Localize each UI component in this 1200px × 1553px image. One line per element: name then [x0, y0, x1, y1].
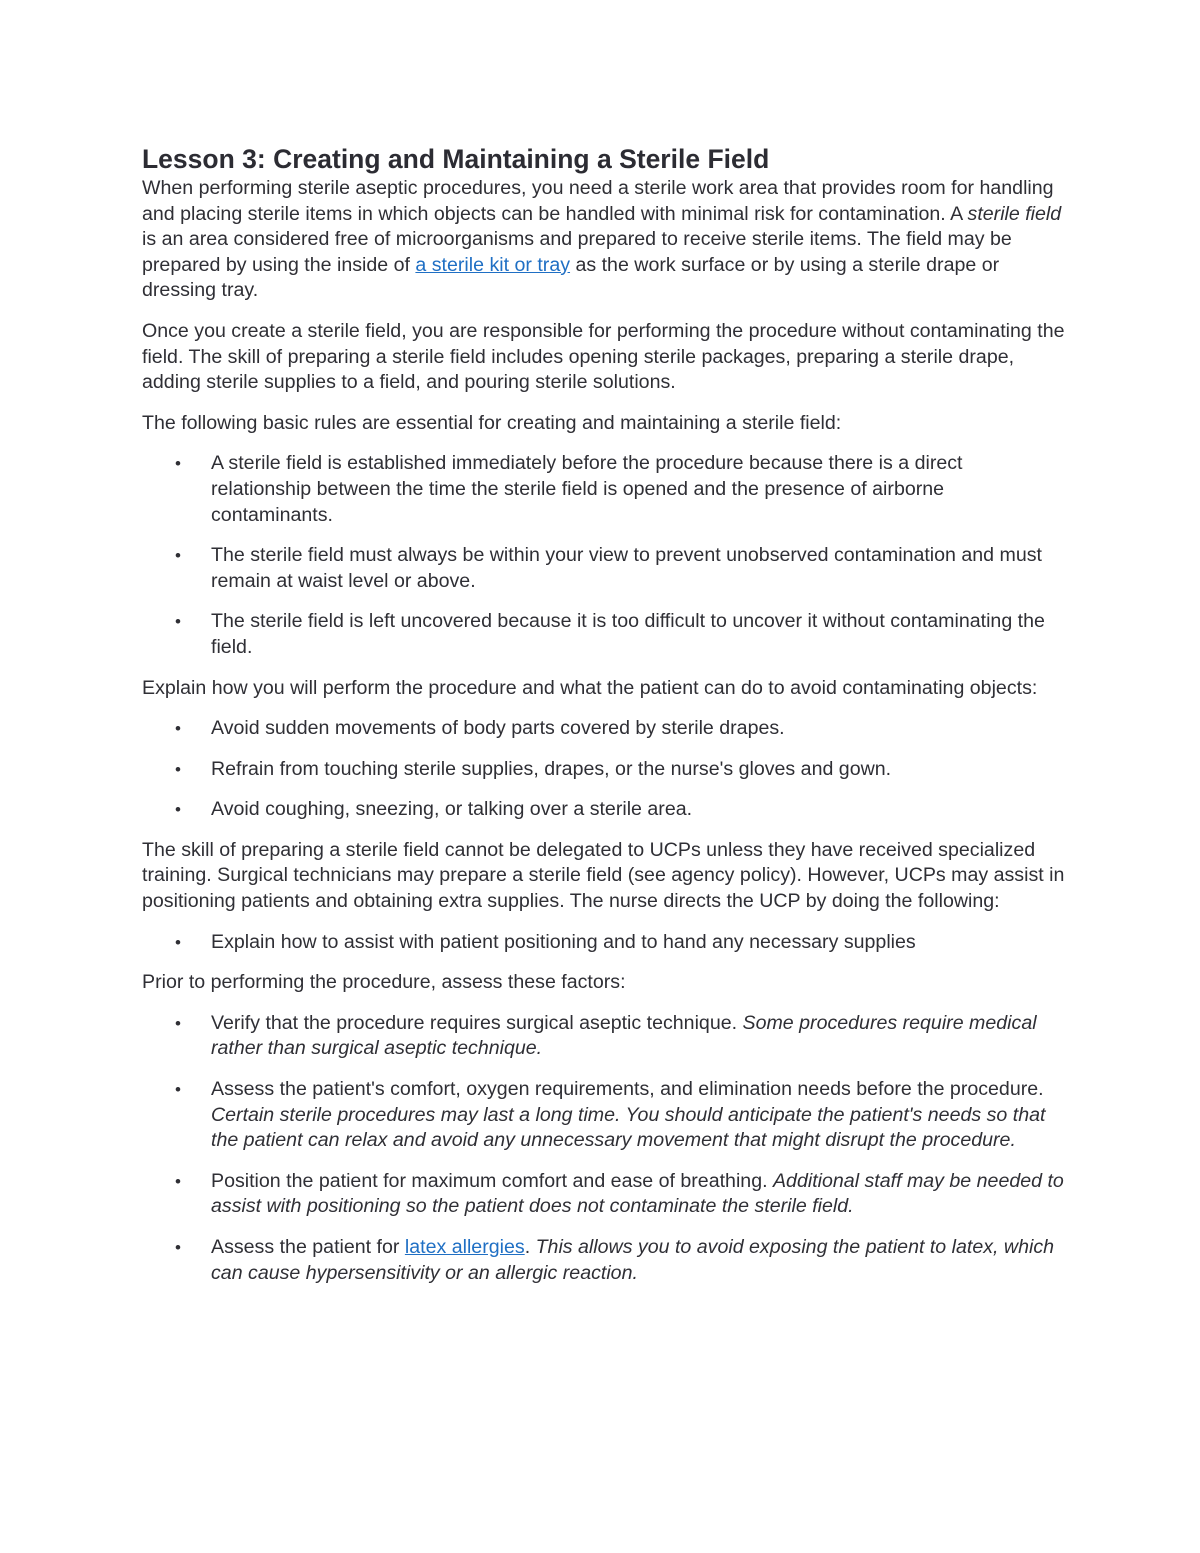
delegation-paragraph: The skill of preparing a sterile field cannot be delegated to UCPs unless they have received specialized training. Surgical technicians may prepare a sterile field (see agency policy). However, UCPs may assist in positioning patients and obtaining extra supplies. The nurse directs the UCP by doing the following:	[142, 838, 1065, 913]
sterile-kit-link[interactable]: a sterile kit or tray	[415, 253, 571, 276]
bullet-icon: •	[175, 454, 181, 474]
document-page	[142, 142, 1067, 1301]
bullet-icon: •	[175, 1171, 181, 1191]
intro-text-1: When performing sterile aseptic procedures, you need a sterile work area that provides room for handling and placing sterile items in which objects can be handled with minimal risk for contamination. A	[142, 177, 1054, 225]
explain-intro: Explain how you will perform the procedure and what the patient can do to avoid contaminating objects:	[142, 676, 1038, 699]
list-item	[142, 1235, 1067, 1286]
bullet-icon: •	[175, 1080, 181, 1100]
responsibility-paragraph: Once you create a sterile field, you are responsible for performing the procedure without contaminating the field. The skill of preparing a sterile field includes opening sterile packages, preparing a sterile drape, adding sterile supplies to a field, and pouring sterile solutions.	[142, 319, 1065, 394]
list-item-text: Avoid sudden movements of body parts covered by sterile drapes.	[211, 717, 785, 740]
list-item-italic: Certain sterile procedures may last a long time. You should anticipate the patient's needs so that the patient can relax and avoid any unnecessary movement that might disrupt the procedure.	[211, 1103, 1046, 1152]
list-item-text: Assess the patient for	[211, 1236, 405, 1258]
list-item	[142, 609, 1067, 660]
intro-paragraph	[142, 176, 1067, 304]
delegation-list	[142, 930, 1067, 956]
assess-intro: Prior to performing the procedure, assess these factors:	[142, 971, 626, 994]
list-item-italic: Some procedures require medical rather than surgical aseptic technique.	[211, 1011, 1037, 1060]
rules-list	[142, 451, 1067, 660]
bullet-icon: •	[175, 932, 181, 952]
list-item	[142, 797, 1067, 823]
rules-intro: The following basic rules are essential for creating and maintaining a sterile field:	[142, 411, 842, 434]
assess-list	[142, 1011, 1067, 1286]
list-item-italic: This allows you to avoid exposing the patient to latex, which can cause hypersensitivity or an allergic reaction.	[211, 1236, 1055, 1284]
intro-text-2: is an area considered free of microorganisms and prepared to receive sterile items. The field may be prepared by using the inside of	[142, 228, 1012, 276]
latex-allergies-link[interactable]: latex allergies	[404, 1236, 525, 1258]
bullet-icon: •	[175, 612, 181, 632]
list-item	[142, 543, 1067, 594]
bullet-icon: •	[175, 759, 181, 779]
list-item	[142, 451, 1067, 528]
list-item	[142, 757, 1067, 783]
list-item-text: The sterile field is left uncovered because it is too difficult to uncover it without contaminating the field.	[211, 610, 1045, 658]
bullet-icon: •	[175, 719, 181, 739]
list-item	[142, 1077, 1067, 1154]
list-item	[142, 930, 1067, 956]
list-item	[142, 716, 1067, 742]
bullet-icon: •	[175, 546, 181, 566]
page-title: Lesson 3: Creating and Maintaining a Sterile Field	[142, 144, 770, 174]
list-item	[142, 1169, 1067, 1220]
list-item-text: Position the patient for maximum comfort and ease of breathing.	[211, 1169, 773, 1192]
bullet-icon: •	[175, 800, 181, 820]
list-item-text: Avoid coughing, sneezing, or talking over a sterile area.	[211, 798, 693, 821]
list-item-text: Refrain from touching sterile supplies, drapes, or the nurse's gloves and gown.	[211, 757, 892, 780]
list-item-italic: Additional staff may be needed to assist with positioning so the patient does not contaminate the sterile field.	[211, 1169, 1064, 1218]
list-item-text: A sterile field is established immediately before the procedure because there is a direct relationship between the time the sterile field is opened and the presence of airborne contaminants.	[211, 452, 963, 526]
list-item-text: Assess the patient's comfort, oxygen requirements, and elimination needs before the procedure.	[211, 1078, 1044, 1101]
bullet-icon: •	[175, 1013, 181, 1033]
list-item-text: Verify that the procedure requires surgical aseptic technique.	[211, 1011, 743, 1034]
list-item	[142, 1011, 1067, 1062]
explain-list	[142, 716, 1067, 823]
list-item-text: Explain how to assist with patient positioning and to hand any necessary supplies	[211, 930, 916, 953]
intro-text-3: as the work surface or by using a sterile drape or dressing tray.	[142, 253, 1000, 302]
bullet-icon: •	[175, 1238, 181, 1257]
list-item-text: The sterile field must always be within your view to prevent unobserved contamination and must remain at waist level or above.	[211, 544, 1042, 592]
list-item-text: .	[524, 1236, 536, 1258]
intro-term: sterile field	[967, 202, 1062, 225]
